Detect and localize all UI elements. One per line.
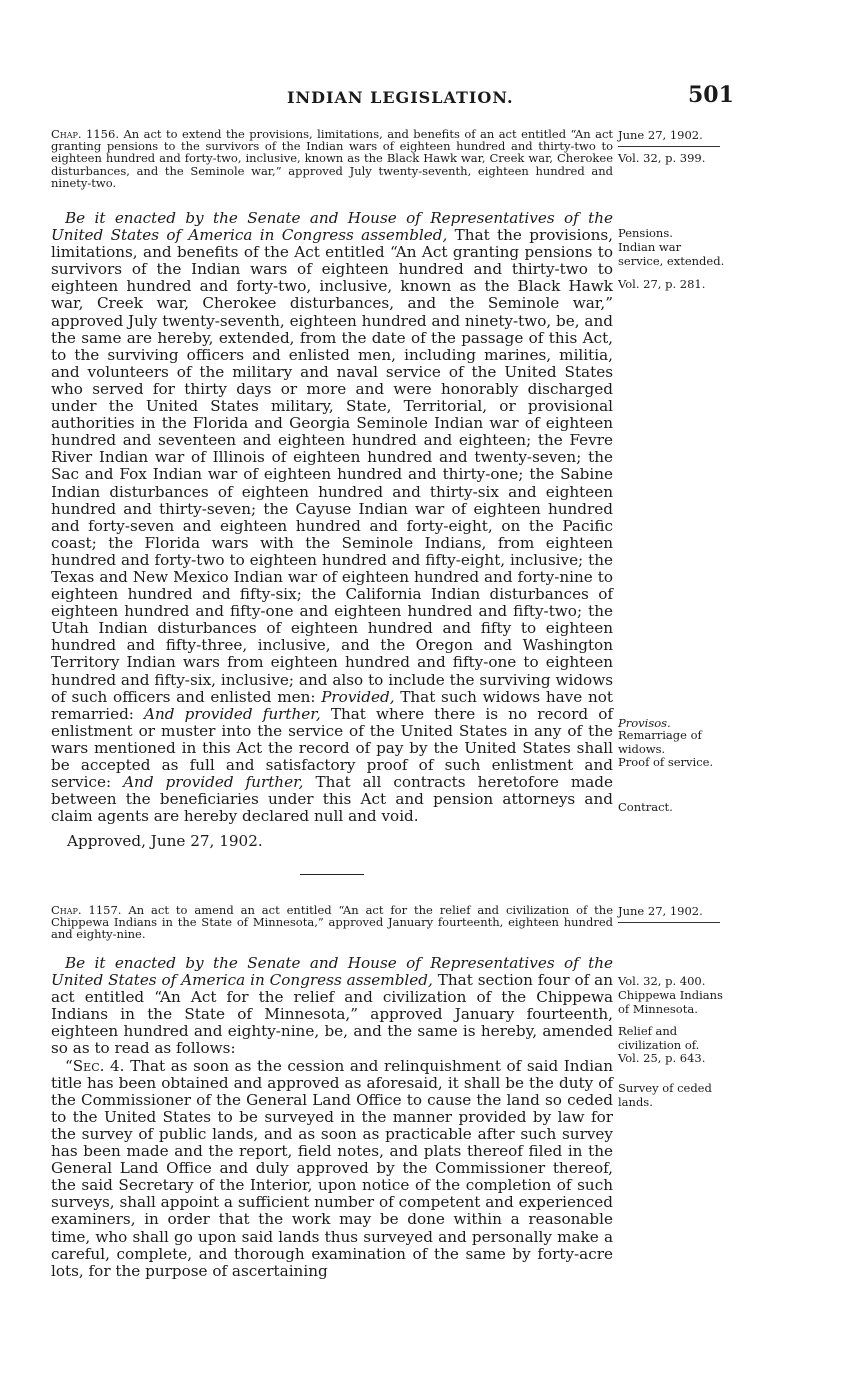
- proviso-label: And provided further,: [123, 773, 304, 792]
- approval-line: Approved, June 27, 1902.: [67, 832, 263, 850]
- proviso-label: Provided,: [321, 687, 395, 706]
- section-number: “Sec. 4.: [65, 1056, 125, 1075]
- marginal-note: Provisos.: [618, 716, 671, 730]
- page-header: [0, 82, 842, 112]
- enacting-clause: Be it enacted by the Senate and House of Representatives of the United States of America in Congress assembled,: [51, 209, 613, 245]
- section-text: That as soon as the cession and relinquishment of said Indian title has been obtained and approved as aforesaid, it shall be the duty of the Commissioner of the General Land Office to cause the land so ceded to the United States to be surveyed in the manner provided by law for the survey of public lands, and as soon as practicable after such survey has been made and the report, field notes, and plats thereof filed in the General Land Office and duly approved by the Commissioner thereof, the said Secretary of the Interior, upon notice of the completion of such surveys, shall appoint a sufficient number of competent and experienced examiners, in order that the work may be done within a reasonable time, who shall go upon said lands thus surveyed and personally make a careful, complete, and thorough examination of the same by forty-acre lots, for the purpose of ascertaining: [51, 1056, 614, 1280]
- marginal-note: Vol. 27, p. 281.: [618, 277, 706, 291]
- marginal-note: Pensions.: [618, 226, 673, 240]
- marginal-note-date: [618, 904, 730, 927]
- running-title: INDIAN LEGISLATION.: [287, 88, 514, 107]
- date-note: June 27, 1902.: [618, 904, 703, 918]
- section-divider: [300, 874, 364, 875]
- section-text: That such widows have not remarried:: [51, 687, 613, 723]
- page-number: 501: [688, 82, 734, 108]
- marginal-note: Vol. 25, p. 643.: [618, 1051, 706, 1065]
- chapter-number: Chap. 1157.: [51, 903, 122, 917]
- side-rule: [618, 146, 720, 147]
- marginal-note: Indian war service, extended.: [618, 240, 725, 268]
- marginal-note: Chippewa Indians of Minnesota.: [618, 988, 723, 1016]
- proviso-label: And provided further,: [144, 704, 321, 723]
- chapter-number: Chap. 1156.: [51, 127, 119, 141]
- marginal-note-date: [618, 128, 730, 165]
- marginal-note: Survey of ceded lands.: [618, 1081, 712, 1109]
- chapter-1156-body: [51, 210, 613, 825]
- chapter-1156-synopsis: [51, 128, 613, 189]
- marginal-note: Proof of service.: [618, 755, 714, 769]
- date-note: June 27, 1902.: [618, 128, 703, 142]
- marginal-note: Vol. 32, p. 400.: [618, 974, 706, 988]
- section-text: That all contracts heretofore made between the beneficiaries under this Act and pension attorneys and claim agents are hereby declared null and void.: [51, 773, 614, 826]
- marginal-note: Remarriage of widows.: [618, 728, 702, 756]
- marginal-note: Contract.: [618, 800, 673, 814]
- chapter-1157-body: [51, 955, 613, 1280]
- synopsis-text: An act to extend the provisions, limitations, and benefits of an act entitled “An act granting pensions to the survivors of the Indian wars of eighteen hundred and thirty-two to eighteen hundred and forty-two, inclusive, known as the Black Hawk war, Creek war, Cherokee disturbances, and the Seminole war,” approved July twenty-seventh, eighteen hundred and ninety-two.: [51, 127, 614, 190]
- section-text: That section four of an act entitled “An Act for the relief and civilization of the Chippewa Indians in the State of Minnesota,” approved January fourteenth, eighteen hundred and eighty-nine, be, and the same is hereby, amended so as to read as follows:: [51, 971, 614, 1058]
- chapter-1157-synopsis: [51, 904, 613, 941]
- synopsis-text: An act to amend an act entitled “An act for the relief and civilization of the Chippewa Indians in the State of Minnesota,” approved January fourteenth, eighteen hundred and eighty-nine.: [51, 903, 614, 942]
- volume-reference: Vol. 32, p. 399.: [618, 151, 706, 165]
- section-text: That the provisions, limitations, and benefits of the Act entitled “An Act granting pensions to survivors of the Indian wars of eighteen hundred and thirty-two to eighteen hundred and forty-two, inclusive, known as the Black Hawk war, Creek war, Cherokee disturbances, and the Seminole war,” approved July twenty-seventh, eighteen hundred and ninety-two, be, and the same are hereby, extended, from the date of the passage of this Act, to the surviving officers and enlisted men, including marines, militia, and volunteers of the military and naval service of the United States who served for thirty days or more and were honorably discharged under the United States military, State, Territorial, or provisional authorities in the Florida and Georgia Seminole Indian war of eighteen hundred and seventeen and eighteen hundred and eighteen; the Fevre River Indian war of Illinois of eighteen hundred and twenty-seven; the Sac and Fox Indian war of eighteen hundred and thirty-one; the Sabine Indian disturbances of eighteen hundred and thirty-six and eighteen hundred and thirty-seven; the Cayuse Indian war of eighteen hundred and forty-seven and eighteen hundred and forty-eight, on the Pacific coast; the Florida wars with the Seminole Indians, from eighteen hundred and forty-two to eighteen hundred and fifty-eight, inclusive; the Texas and New Mexico Indian war of eighteen hundred and forty-nine to eighteen hundred and fifty-six; the California Indian disturbances of eighteen hundred and fifty-one and eighteen hundred and fifty-two; the Utah Indian disturbances of eighteen hundred and fifty to eighteen hundred and fifty-three, inclusive, and the Oregon and Washington Territory Indian wars from eighteen hundred and fifty-one to eighteen hundred and fifty-six, inclusive; and also to include the surviving widows of such officers and enlisted men:: [51, 226, 614, 706]
- enacting-clause: Be it enacted by the Senate and House of Representatives of the United States of America in Congress assembled,: [51, 954, 613, 990]
- marginal-note: Relief and civilization of.: [618, 1024, 700, 1052]
- side-rule: [618, 922, 720, 923]
- section-text: That where there is no record of enlistment or muster into the service of the United States in any of the wars mentioned in this Act the record of pay by the United States shall be accepted as full and satisfactory proof of such enlistment and service:: [51, 704, 613, 792]
